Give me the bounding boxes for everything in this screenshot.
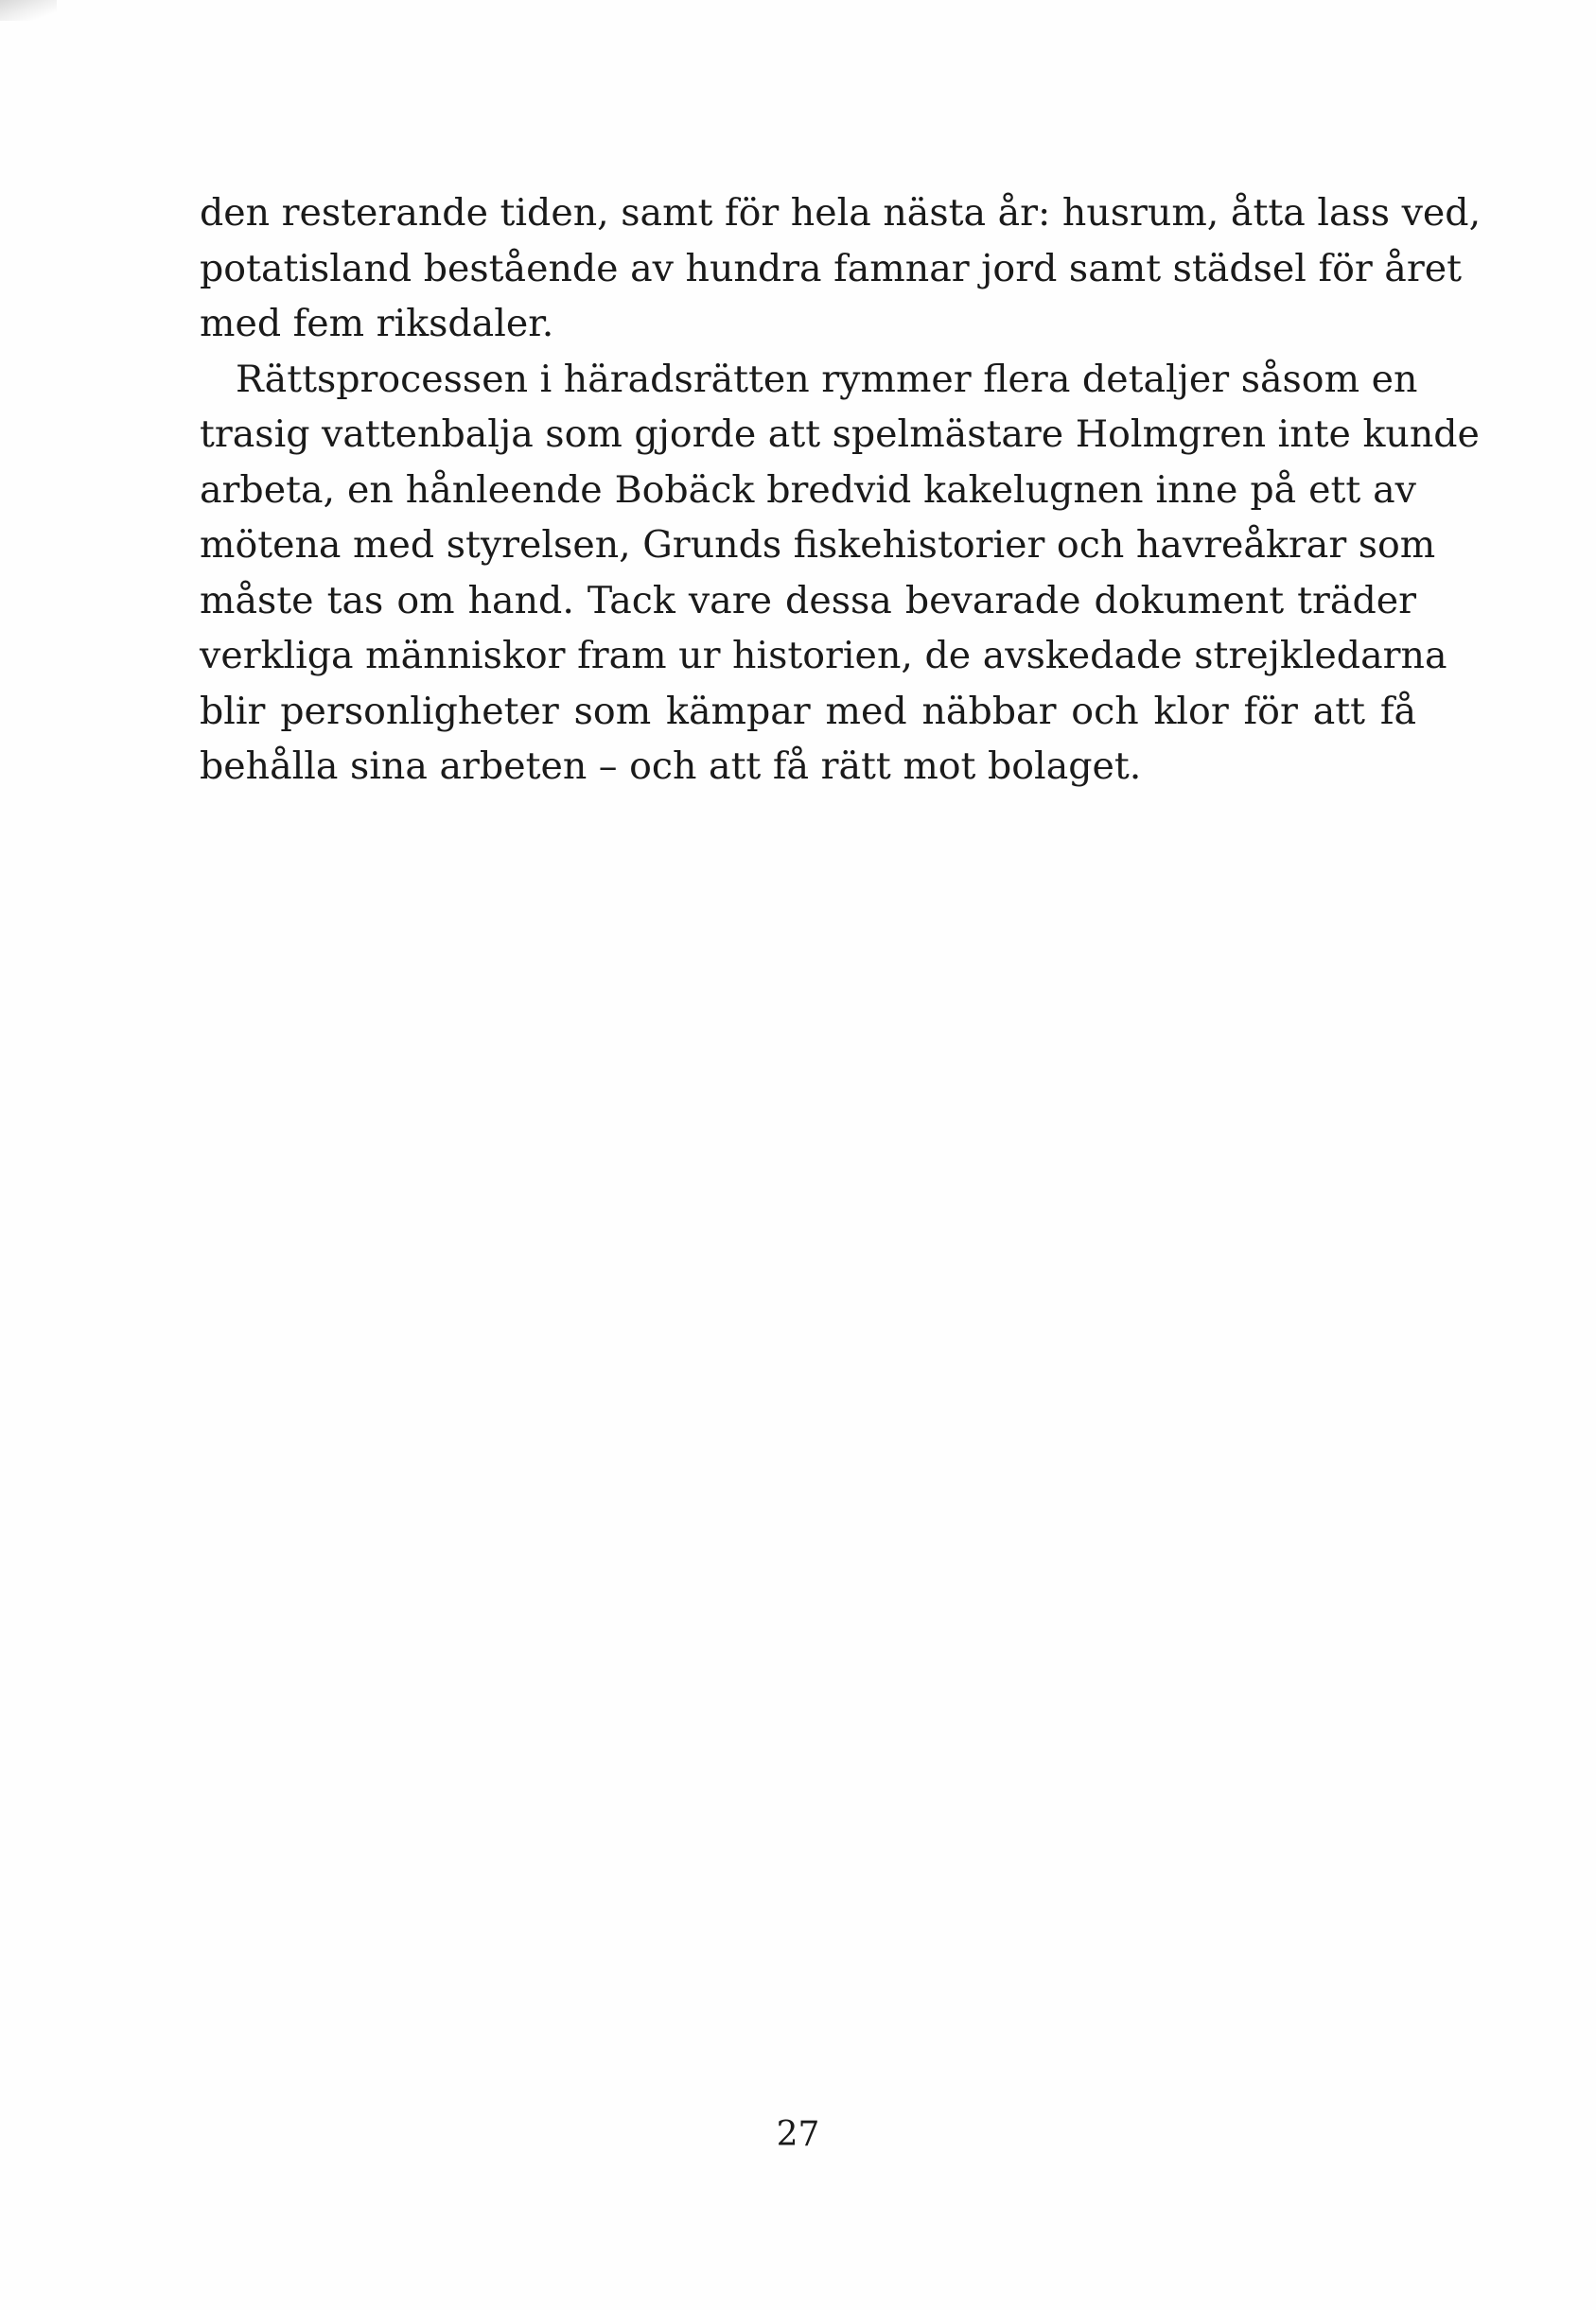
- text-line: verkliga människor fram ur historien, de avskedade strejkledarna: [200, 634, 1447, 677]
- text-line: med fem riksdaler.: [200, 302, 554, 345]
- scan-shadow: [0, 0, 57, 21]
- text-line: trasig vattenbalja som gjorde att spelmästare Holmgren inte kunde: [200, 412, 1480, 456]
- text-line: arbeta, en hånleende Bobäck bredvid kakelugnen inne på ett av: [200, 467, 1416, 512]
- text-line: potatisland bestående av hundra famnar jord samt städsel för året: [200, 246, 1462, 290]
- text-line: mötena med styrelsen, Grunds fiskehistorier och havreåkrar som: [200, 523, 1436, 567]
- text-line: blir personligheter som kämpar med näbbar och klor för att få: [200, 689, 1416, 733]
- text-line: behålla sina arbeten – och att få rätt mot bolaget.: [200, 744, 1142, 788]
- paragraph-1: [200, 185, 1482, 352]
- paragraph-2: [200, 352, 1416, 408]
- body-text: [200, 185, 1482, 795]
- text-line: Rättsprocessen i häradsrätten rymmer flera detaljer såsom en: [236, 357, 1418, 401]
- paragraph-2-continued: [200, 407, 1480, 795]
- text-line: den resterande tiden, samt för hela nästa år: husrum, åtta lass ved,: [200, 191, 1482, 235]
- text-line: måste tas om hand. Tack vare dessa bevarade dokument träder: [200, 578, 1416, 622]
- page-number: 27: [776, 2115, 820, 2154]
